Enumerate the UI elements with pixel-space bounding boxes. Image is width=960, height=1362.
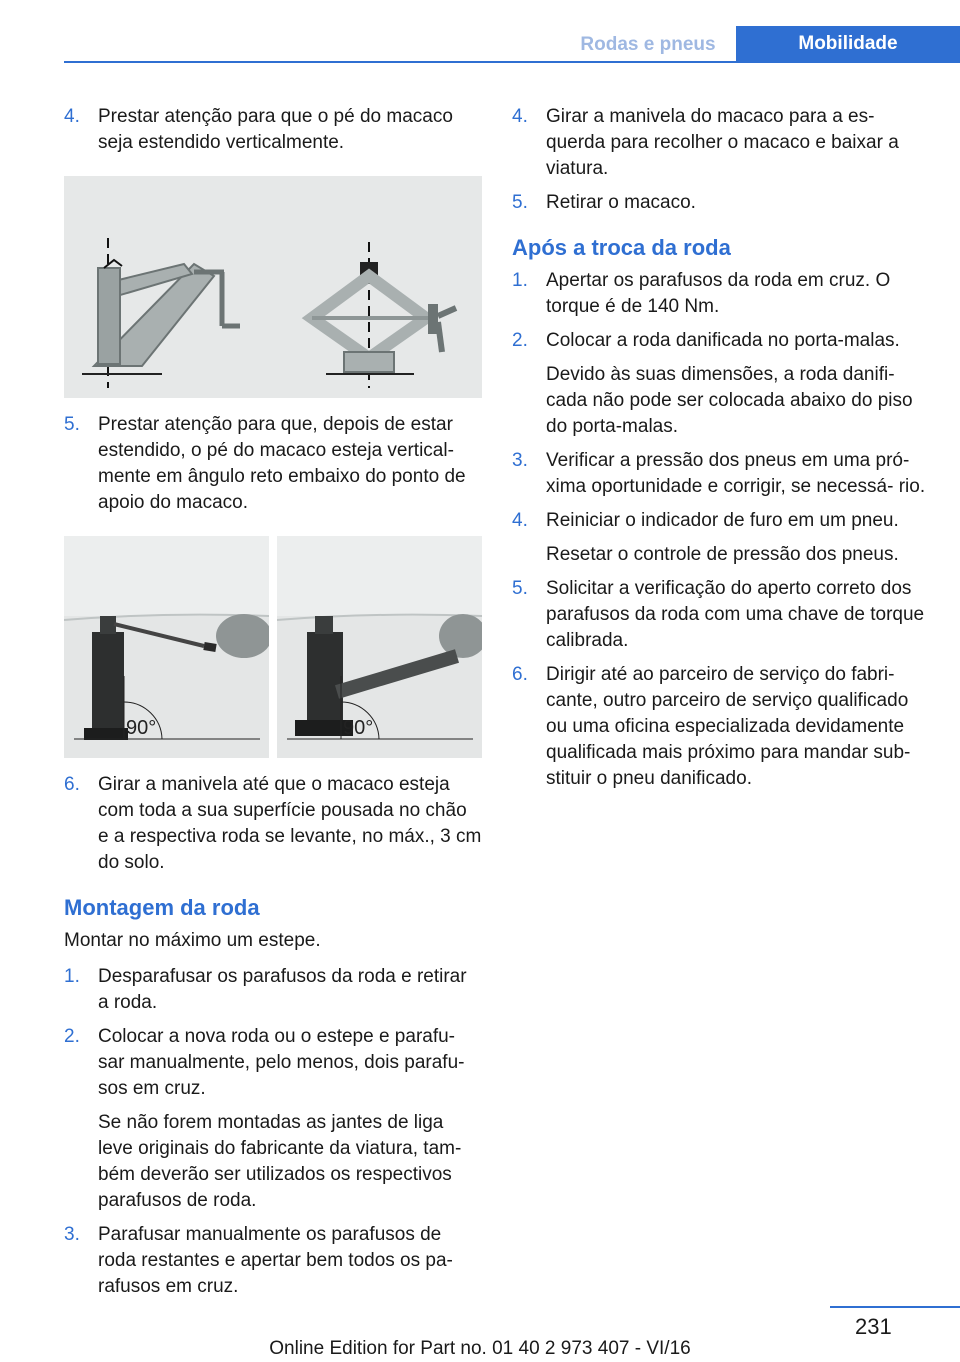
- list-item: [512, 328, 932, 354]
- step-number: 6.: [64, 774, 80, 795]
- step-text: Girar a manivela do macaco para a es- querda para recolher o macaco e baixar a viatura.: [546, 106, 899, 179]
- step-text: Parafusar manualmente os parafusos de roda restantes e apertar bem todos os pa- rafusos em cruz.: [98, 1224, 453, 1297]
- step-number: 1.: [64, 966, 80, 987]
- intro-text: Montar no máximo um estepe.: [64, 930, 321, 951]
- step-number: 5.: [512, 578, 528, 599]
- step-text: Colocar a nova roda ou o estepe e parafu- sar manualmente, pelo menos, dois parafu- sos em cruz.: [98, 1026, 465, 1099]
- step-number: 4.: [64, 106, 80, 127]
- list-item: [64, 412, 482, 516]
- left-column: [64, 104, 482, 1308]
- step-text: Retirar o macaco.: [546, 192, 696, 213]
- list-item: [64, 772, 482, 876]
- step-text: Verificar a pressão dos pneus em uma pró- xima oportunidade e corrigir, se necessá- rio.: [546, 450, 926, 497]
- footer-rule: [830, 1306, 960, 1308]
- step-text: Apertar os parafusos da roda em cruz. O torque é de 140 Nm.: [546, 270, 891, 317]
- step-number: 5.: [512, 192, 528, 213]
- jack-angle-right-panel: [277, 536, 482, 758]
- step-number: 3.: [512, 450, 528, 471]
- list-item: [64, 964, 482, 1016]
- list-item: [512, 268, 932, 320]
- list-item: [64, 1222, 482, 1300]
- step-number: 2.: [64, 1026, 80, 1047]
- step-text: Prestar atenção para que, depois de estar estendido, o pé do macaco esteja vertical- mente em ângulo reto embaixo do ponto de apoio do macaco.: [98, 414, 466, 513]
- step-text: Dirigir até ao parceiro de serviço do fabri- cante, outro parceiro de serviço qualificado ou uma oficina especializada devidamente qualificada mais próximo para mandar sub- stituir o pneu danificado.: [546, 664, 911, 789]
- list-item: [512, 104, 932, 182]
- list-item: [512, 508, 932, 534]
- list-item: [512, 448, 932, 500]
- jack-angle-left-drawing: [64, 536, 269, 758]
- section-title: Rodas e pneus: [580, 34, 716, 55]
- step-text: Prestar atenção para que o pé do macaco seja estendido verticalmente.: [98, 106, 453, 153]
- right-column: [512, 104, 932, 800]
- step-number: 4.: [512, 106, 528, 127]
- step-number: 6.: [512, 664, 528, 685]
- step-text: Desparafusar os parafusos da roda e retirar a roda.: [98, 966, 467, 1013]
- jack-angle-left-panel: [64, 536, 269, 758]
- header-rule: [64, 61, 960, 63]
- step-text: Colocar a roda danificada no porta-malas.: [546, 330, 900, 351]
- list-item: [512, 662, 932, 792]
- step-text: Solicitar a verificação do aperto correto dos parafusos da roda com uma chave de torque calibrada.: [546, 578, 925, 651]
- list-item: [512, 190, 932, 216]
- jack-extended-drawing: [64, 176, 482, 398]
- step-number: 1.: [512, 270, 528, 291]
- list-item: [512, 576, 932, 654]
- angle-label: 90°: [126, 717, 157, 739]
- step-note: Resetar o controle de pressão dos pneus.: [546, 544, 899, 565]
- step-number: 3.: [64, 1224, 80, 1245]
- page-number: 231: [855, 1314, 892, 1339]
- jack-illustration: [64, 176, 482, 398]
- section-heading: Após a troca da roda: [512, 235, 731, 260]
- step-number: 5.: [64, 414, 80, 435]
- jack-angle-right-drawing: [277, 536, 482, 758]
- list-item: [64, 1024, 482, 1102]
- step-text: Girar a manivela até que o macaco esteja com toda a sua superfície pousada no chão e a respectiva roda se levante, no máx., 3 cm do solo.: [98, 774, 482, 873]
- edition-note: Online Edition for Part no. 01 40 2 973 407 - VI/16: [269, 1338, 691, 1359]
- step-note: Devido às suas dimensões, a roda danifi- cada não pode ser colocada abaixo do piso do porta-malas.: [546, 364, 913, 437]
- step-text: Reiniciar o indicador de furo em um pneu.: [546, 510, 899, 531]
- step-note: Se não forem montadas as jantes de liga leve originais do fabricante da viatura, tam- bém deverão ser utilizados os respectivos parafusos de roda.: [98, 1112, 462, 1211]
- jack-angle-photos: [64, 536, 482, 758]
- section-heading: Montagem da roda: [64, 895, 260, 920]
- list-item: [64, 104, 482, 156]
- step-number: 2.: [512, 330, 528, 351]
- chapter-tab[interactable]: Mobilidade: [736, 26, 960, 61]
- angle-label: 90°: [343, 717, 374, 739]
- step-number: 4.: [512, 510, 528, 531]
